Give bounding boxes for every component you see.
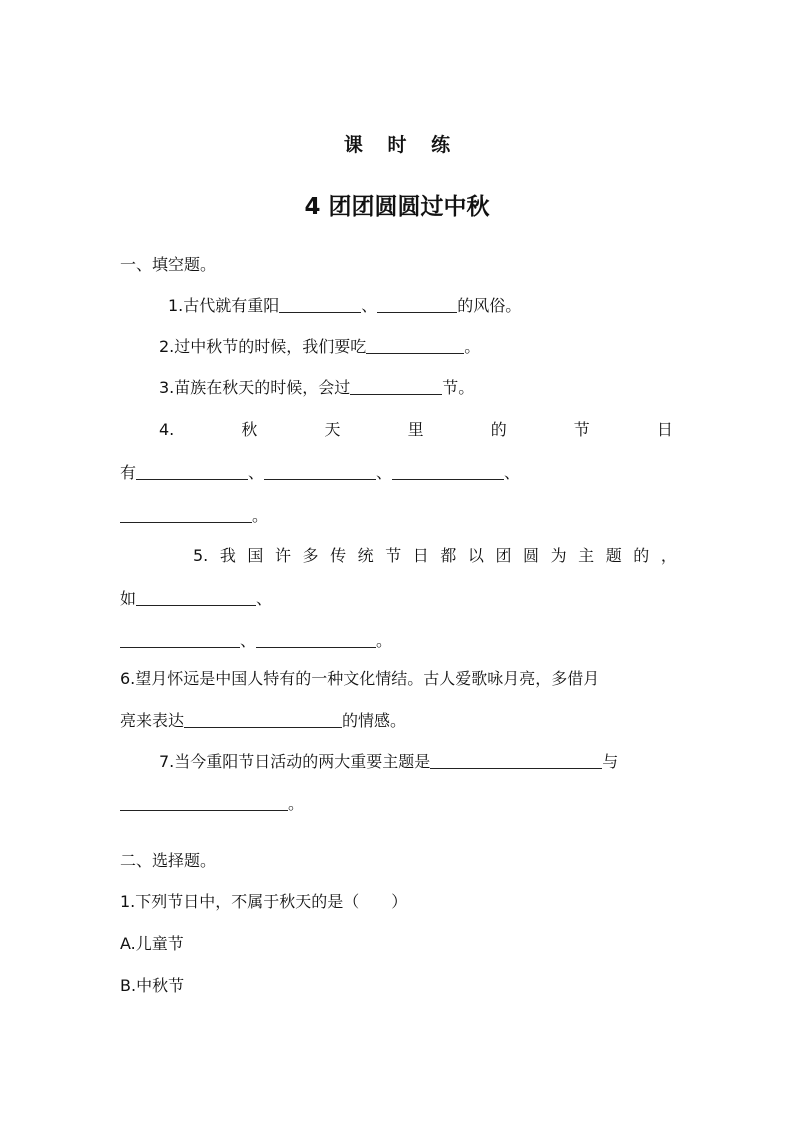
question-5-line-2	[120, 588, 272, 610]
question-text: 里	[407, 420, 424, 439]
title-char: 时	[387, 134, 407, 156]
question-text: 2.过中秋节的时候，我们要吃	[159, 337, 367, 356]
answer-blank[interactable]	[392, 463, 504, 480]
section-heading-fill-blank: 一、填空题。	[120, 255, 217, 274]
question-text: 的	[490, 420, 507, 439]
question-4-line-1	[159, 419, 673, 441]
separator: 、	[248, 463, 265, 482]
question-text: 的风俗。	[457, 296, 522, 315]
question-text: 亮来表达	[120, 711, 185, 730]
worksheet-title	[0, 130, 794, 157]
question-7-line-1	[159, 751, 618, 773]
question-text: 多	[302, 546, 319, 565]
question-5-line-1	[193, 545, 677, 567]
question-text: 7.当今重阳节日活动的两大重要主题是	[159, 752, 431, 771]
question-text: 都	[440, 546, 457, 565]
question-6-line-2	[120, 710, 406, 732]
answer-blank[interactable]	[184, 711, 342, 728]
question-text: 圆	[523, 546, 540, 565]
separator: 、	[504, 463, 521, 482]
question-text: 团	[495, 546, 512, 565]
separator: 。	[288, 794, 305, 813]
separator: 。	[252, 506, 269, 525]
question-6-line-1	[120, 668, 675, 690]
question-text: 6.望月怀远是中国人特有的一种文化情结。古人爱歌咏月亮，多借月	[120, 669, 600, 688]
question-text: 题	[605, 546, 622, 565]
answer-blank[interactable]	[120, 631, 240, 648]
question-text: 节	[385, 546, 402, 565]
question-text: 如	[120, 589, 137, 608]
title-char: 练	[431, 134, 451, 156]
question-1	[168, 295, 521, 317]
title-char: 课	[343, 134, 363, 156]
question-5-line-3	[120, 630, 392, 652]
separator: 、	[256, 589, 273, 608]
question-text: 4.	[159, 420, 175, 439]
question-4-line-3	[120, 505, 268, 527]
answer-blank[interactable]	[120, 794, 288, 811]
answer-blank[interactable]	[256, 631, 376, 648]
question-text: 节。	[442, 378, 475, 397]
question-text: 。	[464, 337, 481, 356]
question-text: 国	[247, 546, 264, 565]
question-text: 日	[412, 546, 429, 565]
question-text: 1.古代就有重阳	[168, 296, 280, 315]
option-b[interactable]: B.中秋节	[120, 976, 185, 995]
answer-blank[interactable]	[264, 463, 376, 480]
question-7-line-2	[120, 793, 304, 815]
question-2	[159, 336, 480, 358]
separator: 、	[361, 296, 378, 315]
separator: 、	[376, 463, 393, 482]
answer-blank[interactable]	[430, 752, 602, 769]
question-text: 主	[578, 546, 595, 565]
answer-blank[interactable]	[350, 378, 442, 395]
question-text: 有	[120, 463, 137, 482]
answer-blank[interactable]	[136, 463, 248, 480]
question-text: ，	[660, 546, 677, 565]
option-a[interactable]: A.儿童节	[120, 934, 184, 953]
question-text: 5.	[193, 546, 209, 565]
lesson-title: 4 团团圆圆过中秋	[304, 194, 490, 220]
question-text: 以	[467, 546, 484, 565]
question-text: 的	[633, 546, 650, 565]
answer-blank[interactable]	[120, 506, 252, 523]
question-text: 3.苗族在秋天的时候，会过	[159, 378, 351, 397]
question-text: 秋	[241, 420, 258, 439]
separator: 、	[240, 631, 257, 650]
question-text: 为	[550, 546, 567, 565]
answer-blank[interactable]	[377, 296, 457, 313]
question-text: 与	[602, 752, 619, 771]
separator: 。	[376, 631, 393, 650]
question-text: 日	[656, 420, 673, 439]
question-text: 节	[573, 420, 590, 439]
question-text: 统	[357, 546, 374, 565]
question-text: 我	[219, 546, 236, 565]
question-text: 传	[330, 546, 347, 565]
question-text: 许	[274, 546, 291, 565]
answer-blank[interactable]	[136, 589, 256, 606]
mc-question-1: 1.下列节日中，不属于秋天的是（ ）	[120, 892, 408, 911]
answer-blank[interactable]	[279, 296, 361, 313]
question-text: 天	[324, 420, 341, 439]
section-heading-multiple-choice: 二、选择题。	[120, 851, 217, 870]
answer-blank[interactable]	[366, 337, 464, 354]
question-4-line-2	[120, 462, 520, 484]
question-3	[159, 377, 474, 399]
question-text: 的情感。	[342, 711, 407, 730]
